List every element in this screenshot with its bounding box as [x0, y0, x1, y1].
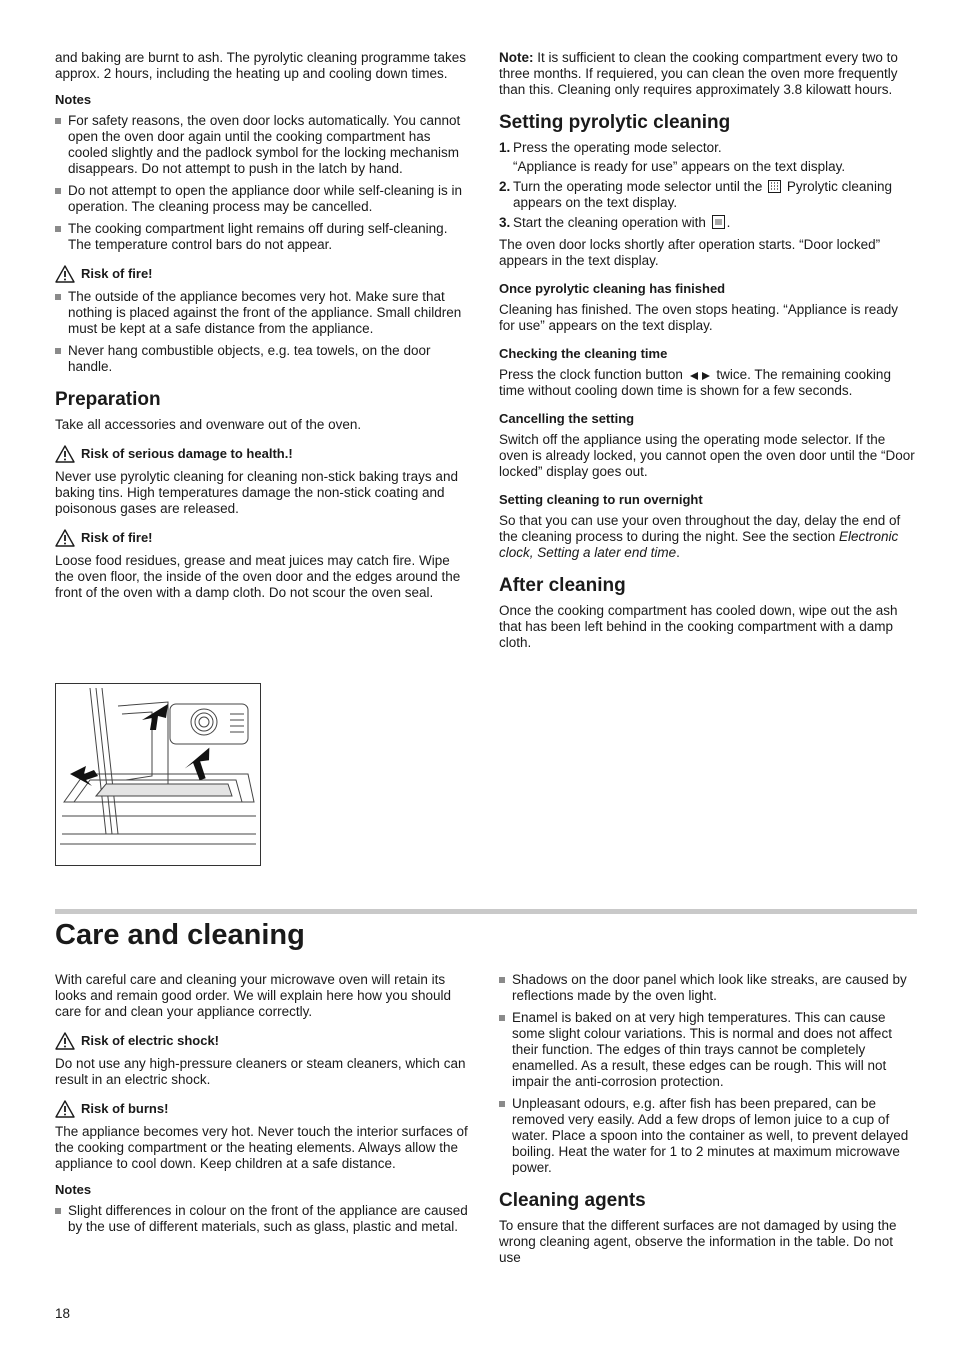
checking-heading: Checking the cleaning time: [499, 346, 668, 361]
cleaning-agents-heading: Cleaning agents: [499, 1190, 646, 1211]
intro-paragraph: and baking are burnt to ash. The pyrolytic cleaning programme takes approx. 2 hours, including the heating up and cooling down times.: [55, 50, 466, 81]
care-notes-heading: Notes: [55, 1182, 92, 1197]
step-number: 2.: [499, 179, 511, 194]
warning-triangle-icon: [55, 445, 75, 463]
note-text: It is sufficient to clean the cooking compartment every two to three months. If requiered, you can clean the oven more frequently than this. Cleaning only requires approximately 3.8 kilowatt hours.: [499, 50, 898, 97]
burns-warning-heading: [55, 1100, 471, 1118]
section-reference: Electronic clock, Setting a later end time: [499, 529, 899, 560]
checking-text-after: twice. The remaining cooking time without cooling down time is shown for a few seconds.: [499, 367, 891, 398]
clock-function-arrows-icon: [689, 371, 711, 381]
list-item: For safety reasons, the oven door locks automatically. You cannot open the oven door again until the cooking compartment has cooled slightly and the padlock symbol for the locking mechanism disappears. Do not attempt to push in the latch by hand.: [55, 113, 471, 177]
step-item: [499, 140, 917, 175]
list-item: Enamel is baked on at very high temperatures. This can cause some slight colour variations. This is normal and does not affect their function. The edges of thin trays cannot be completely enamelled. As a result, these edges can be rough. This will not impair the anti-corrosion protection.: [499, 1010, 917, 1090]
list-item: The outside of the appliance becomes very hot. Make sure that nothing is placed against the front of the appliance. Small children must be kept at a safe distance from the appliance.: [55, 289, 471, 337]
care-notes-list-continued: [499, 972, 917, 1176]
cancel-text: Switch off the appliance using the operating mode selector. If the oven is already locked, you cannot open the oven door until the “Door locked” display goes out.: [499, 432, 915, 479]
list-item: Slight differences in colour on the front of the appliance are caused by the use of different materials, such as glass, plastic and metal.: [55, 1203, 471, 1235]
section-divider: [55, 909, 917, 914]
step-number: 3.: [499, 215, 511, 230]
step-text: Start the cleaning operation with: [513, 215, 710, 230]
warning-triangle-icon: [55, 1032, 75, 1050]
checking-paragraph: [499, 367, 917, 399]
overnight-heading: Setting cleaning to run overnight: [499, 492, 703, 507]
step-item: [499, 215, 917, 231]
overnight-end: .: [676, 545, 680, 560]
steps-list: [499, 140, 917, 231]
step-text-after: Pyrolytic cleaning appears on the text display.: [513, 179, 892, 210]
step-result: “Appliance is ready for use” appears on the text display.: [513, 159, 846, 174]
warning-title: Risk of electric shock!: [81, 1033, 219, 1048]
fire-warning2-heading: [55, 529, 471, 547]
bottom-right-column: [499, 972, 917, 1272]
oven-cleaning-illustration: [55, 683, 261, 866]
start-button-icon: [712, 215, 725, 229]
list-item: Unpleasant odours, e.g. after fish has been prepared, can be removed very easily. Add a few drops of lemon juice to a cup of water. Place a spoon into the container as well, to prevent delayed boiling. Heat the water for 1 to 2 minutes at maximum microwave power.: [499, 1096, 917, 1176]
note-label: Note:: [499, 50, 534, 65]
preparation-text: Take all accessories and ovenware out of the oven.: [55, 417, 362, 432]
page-number: 18: [55, 1306, 71, 1321]
oven-drawing: [56, 684, 260, 865]
overnight-paragraph: [499, 513, 917, 561]
warning-triangle-icon: [55, 1100, 75, 1118]
fire-warning-list: [55, 289, 471, 375]
step-text-after: .: [726, 215, 731, 230]
warning-title: Risk of fire!: [81, 530, 153, 545]
step-item: [499, 179, 917, 211]
step-number: 1.: [499, 140, 511, 155]
finished-text: Cleaning has finished. The oven stops heating. “Appliance is ready for use” appears on the text display.: [499, 302, 899, 333]
checking-text: Press the clock function button: [499, 367, 687, 382]
cleaning-agents-text: To ensure that the different surfaces are not damaged by using the wrong cleaning agent, observe the information in the table. Do not use: [499, 1218, 897, 1265]
top-right-column: [499, 50, 917, 657]
overnight-text: So that you can use your oven throughout the day, delay the end of the cleaning process to during the night. See the section: [499, 513, 901, 544]
door-locks-text: The oven door locks shortly after operation starts. “Door locked” appears in the text display.: [499, 237, 881, 268]
step-text: Press the operating mode selector.: [513, 140, 722, 155]
warning-title: Risk of serious damage to health.!: [81, 446, 293, 461]
care-title: Care and cleaning: [55, 919, 305, 951]
list-item: Do not attempt to open the appliance door while self-cleaning is in operation. The cleaning process may be cancelled.: [55, 183, 471, 215]
preparation-heading: Preparation: [55, 389, 161, 410]
after-cleaning-text: Once the cooking compartment has cooled down, wipe out the ash that has been left behind in the cooking compartment with a damp cloth.: [499, 603, 898, 650]
care-notes-list: [55, 1203, 471, 1235]
pyrolytic-grid-icon: [768, 180, 781, 193]
note-paragraph: [499, 50, 917, 98]
finished-heading: Once pyrolytic cleaning has finished: [499, 281, 726, 296]
warning-title: Risk of burns!: [81, 1101, 169, 1116]
warning-triangle-icon: [55, 529, 75, 547]
health-warning-text: Never use pyrolytic cleaning for cleaning non-stick baking trays and baking tins. High temperatures damage the non-stick coating and poisonous gases are released.: [55, 469, 458, 516]
after-cleaning-heading: After cleaning: [499, 575, 626, 596]
list-item: The cooking compartment light remains off during self-cleaning. The temperature control bars do not appear.: [55, 221, 471, 253]
fire-warning2-text: Loose food residues, grease and meat juices may catch fire. Wipe the oven floor, the inside of the oven door and the edges around the front of the oven with a damp cloth. Do not scour the oven seal.: [55, 553, 461, 600]
fire-warning-heading: [55, 265, 471, 283]
notes-list: [55, 113, 471, 253]
shock-text: Do not use any high-pressure cleaners or steam cleaners, which can result in an electric shock.: [55, 1056, 466, 1087]
health-warning-heading: [55, 445, 471, 463]
shock-warning-heading: [55, 1032, 471, 1050]
warning-triangle-icon: [55, 265, 75, 283]
top-left-column: [55, 50, 471, 607]
burns-text: The appliance becomes very hot. Never touch the interior surfaces of the cooking compartment or the heating elements. Always allow the appliance to cool down. Keep children at a safe distance.: [55, 1124, 468, 1171]
notes-heading: Notes: [55, 92, 92, 107]
bottom-left-column: [55, 972, 471, 1241]
step-text: Turn the operating mode selector until the: [513, 179, 767, 194]
setting-pyrolytic-heading: Setting pyrolytic cleaning: [499, 112, 731, 133]
care-intro: With careful care and cleaning your microwave oven will retain its looks and remain good order. We will explain here how you should care for and clean your appliance correctly.: [55, 972, 451, 1019]
warning-title: Risk of fire!: [81, 266, 153, 281]
cancel-heading: Cancelling the setting: [499, 411, 635, 426]
list-item: Shadows on the door panel which look like streaks, are caused by reflections made by the oven light.: [499, 972, 917, 1004]
list-item: Never hang combustible objects, e.g. tea towels, on the door handle.: [55, 343, 471, 375]
